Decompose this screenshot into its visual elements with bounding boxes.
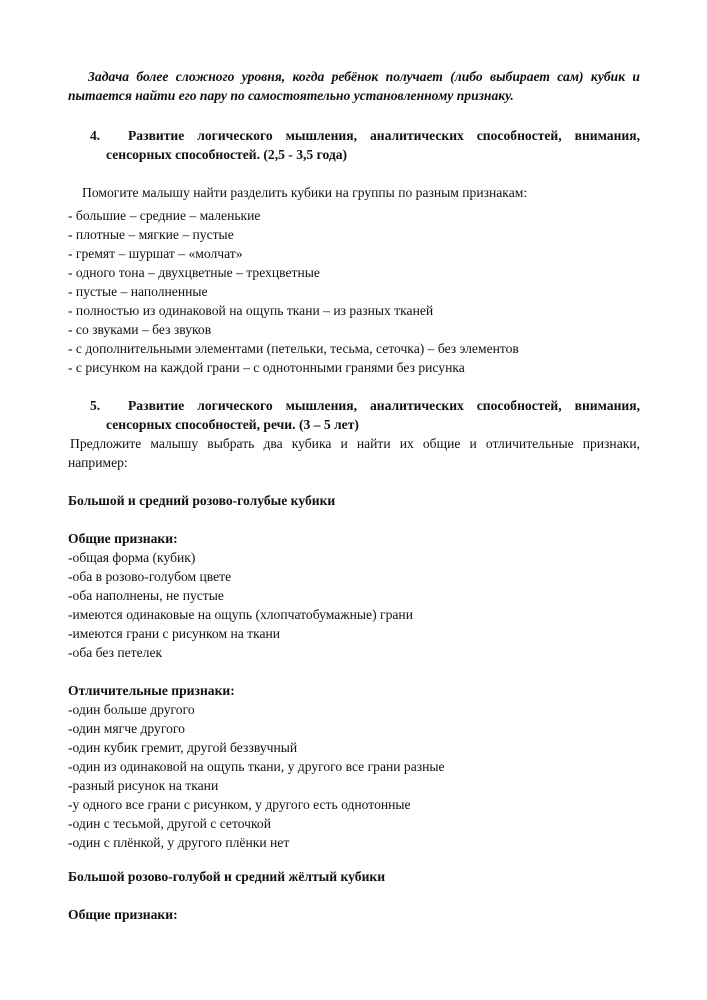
list-item: -один мягче другого <box>68 721 185 736</box>
list-item: - со звуками – без звуков <box>68 322 212 337</box>
list-item: - пустые – наполненные <box>68 284 208 299</box>
list-item: -оба наполнены, не пустые <box>68 588 224 603</box>
section-5-lead-line-2: например: <box>68 455 128 470</box>
intro-line-2: пытается найти его пару по самостоятельно установленному признаку. <box>68 88 514 103</box>
list-item: -общая форма (кубик) <box>68 550 196 565</box>
section-4-number: 4. <box>90 128 101 143</box>
list-item: -оба в розово-голубом цвете <box>68 569 232 584</box>
list-item: - с рисунком на каждой грани – с однотонными гранями без рисунка <box>68 360 465 375</box>
list-item: -один с плёнкой, у другого плёнки нет <box>68 835 290 850</box>
pair-2-heading: Большой розово-голубой и средний жёлтый кубики <box>68 869 386 884</box>
section-5-number: 5. <box>90 398 101 413</box>
section-5-title-line-2: сенсорных способностей, речи. (3 – 5 лет) <box>106 417 359 432</box>
list-item: -один кубик гремит, другой беззвучный <box>68 740 298 755</box>
intro-line-1: Задача более сложного уровня, когда ребёнок получает (либо выбирает сам) кубик и <box>88 69 640 84</box>
section-5-lead-line-1: Предложите малышу выбрать два кубика и найти их общие и отличительные признаки, <box>70 436 640 451</box>
list-item: -один с тесьмой, другой с сеточкой <box>68 816 271 831</box>
list-item: -один из одинаковой на ощупь ткани, у другого все грани разные <box>68 759 445 774</box>
pair-2-common-label: Общие признаки: <box>68 907 178 922</box>
pair-1-heading: Большой и средний розово-голубые кубики <box>68 493 336 508</box>
list-item: - полностью из одинаковой на ощупь ткани – из разных тканей <box>68 303 434 318</box>
list-item: -один больше другого <box>68 702 195 717</box>
list-item: -имеются одинаковые на ощупь (хлопчатобумажные) грани <box>68 607 413 622</box>
list-item: - гремят – шуршат – «молчат» <box>68 246 243 261</box>
list-item: - одного тона – двухцветные – трехцветные <box>68 265 320 280</box>
section-5-title-line-1: Развитие логического мышления, аналитических способностей, внимания, <box>128 398 640 413</box>
section-4-title-line-1: Развитие логического мышления, аналитических способностей, внимания, <box>128 128 640 143</box>
section-4-lead: Помогите малышу найти разделить кубики на группы по разным признакам: <box>82 185 528 200</box>
list-item: -разный рисунок на ткани <box>68 778 219 793</box>
list-item: - с дополнительными элементами (петельки, тесьма, сеточка) – без элементов <box>68 341 519 356</box>
section-4-title-line-2: сенсорных способностей. (2,5 - 3,5 года) <box>106 147 348 162</box>
list-item: -имеются грани с рисунком на ткани <box>68 626 281 641</box>
list-item: -оба без петелек <box>68 645 163 660</box>
pair-1-common-label: Общие признаки: <box>68 531 178 546</box>
pair-1-diff-label: Отличительные признаки: <box>68 683 235 698</box>
list-item: -у одного все грани с рисунком, у другого есть однотонные <box>68 797 411 812</box>
list-item: - плотные – мягкие – пустые <box>68 227 234 242</box>
list-item: - большие – средние – маленькие <box>68 208 261 223</box>
